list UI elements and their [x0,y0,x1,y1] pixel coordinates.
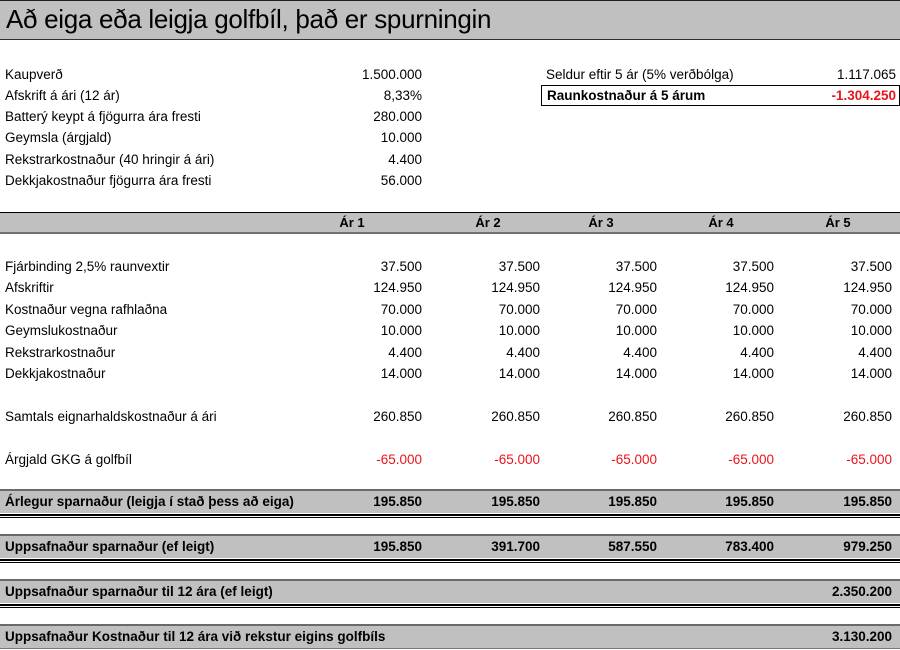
cell[interactable]: 195.850 [491,494,540,509]
cell[interactable]: 260.850 [491,409,540,424]
param-label: Dekkjakostnaður fjögurra ára fresti [5,173,212,188]
param-value[interactable]: 1.500.000 [361,67,422,82]
cell[interactable]: 260.850 [608,409,657,424]
real-cost-value[interactable]: -1.304.250 [831,88,896,103]
real-cost-row [541,85,900,106]
total-ownership-row [0,406,900,427]
cell[interactable]: 10.000 [615,323,657,338]
param-row [0,106,430,127]
year-header-row [0,212,900,234]
cell[interactable]: 14.000 [498,366,540,381]
cell[interactable]: 10.000 [380,323,422,338]
cell[interactable]: 3.130.200 [831,629,892,644]
cell[interactable]: 587.550 [608,539,657,554]
cell[interactable]: 14.000 [380,366,422,381]
cumulative-savings-row [0,534,900,558]
cell[interactable]: -65.000 [494,452,540,467]
sold-value[interactable]: 1.117.065 [836,67,896,82]
year-header: Ár 1 [339,215,365,230]
row-label: Uppsafnaður sparnaður til 12 ára (ef leigt) [5,584,273,599]
row-label: Dekkjakostnaður [5,366,106,381]
year-header: Ár 2 [475,215,501,230]
param-row [0,149,430,170]
cell[interactable]: 70.000 [498,302,540,317]
cell[interactable]: 70.000 [380,302,422,317]
cell[interactable]: 979.250 [843,539,892,554]
cell[interactable]: 391.700 [491,539,540,554]
row-label: Rekstrarkostnaður [5,345,116,360]
cell[interactable]: 70.000 [732,302,774,317]
cell[interactable]: 2.350.200 [831,584,892,599]
year-header: Ár 3 [588,215,614,230]
cell[interactable]: -65.000 [376,452,422,467]
title-bar [0,0,900,40]
cell[interactable]: 10.000 [498,323,540,338]
cell[interactable]: 4.400 [623,345,657,360]
cell[interactable]: -65.000 [611,452,657,467]
param-value[interactable]: 8,33% [383,88,422,103]
cost-row [0,320,900,341]
row-label: Uppsafnaður sparnaður (ef leigt) [5,539,215,554]
cost-row [0,256,900,277]
row-label: Kostnaður vegna rafhlaðna [5,302,168,317]
cell[interactable]: 4.400 [388,345,422,360]
cell[interactable]: 195.850 [373,539,422,554]
cost-12-years-row [0,624,900,649]
param-label: Batterý keypt á fjögurra ára fresti [5,109,201,124]
cost-row [0,277,900,298]
cell[interactable]: 195.850 [373,494,422,509]
param-value[interactable]: 280.000 [373,109,422,124]
param-row [0,64,430,85]
gkg-fee-row [0,449,900,470]
cell[interactable]: 124.950 [491,280,540,295]
cell[interactable]: 14.000 [732,366,774,381]
sold-after-5-years-row [541,64,900,85]
cell[interactable]: 260.850 [725,409,774,424]
cell[interactable]: 783.400 [725,539,774,554]
cell[interactable]: 70.000 [850,302,892,317]
cost-row [0,363,900,384]
cell[interactable]: 195.850 [725,494,774,509]
cost-row [0,299,900,320]
row-label: Fjárbinding 2,5% raunvextir [5,259,170,274]
cell[interactable]: 37.500 [615,259,657,274]
sold-label: Seldur eftir 5 ár (5% verðbólga) [546,67,734,82]
param-label: Afskrift á ári (12 ár) [5,88,120,103]
cell[interactable]: 37.500 [498,259,540,274]
cell[interactable]: -65.000 [846,452,892,467]
row-label: Afskriftir [5,280,54,295]
row-label: Árgjald GKG á golfbíl [5,452,132,467]
cell[interactable]: 10.000 [732,323,774,338]
cell[interactable]: 4.400 [506,345,540,360]
year-header: Ár 5 [825,215,851,230]
cell[interactable]: 4.400 [740,345,774,360]
param-label: Geymsla (árgjald) [5,130,112,145]
param-label: Kaupverð [5,67,63,82]
row-label: Samtals eignarhaldskostnaður á ári [5,409,217,424]
cell[interactable]: 14.000 [850,366,892,381]
cell[interactable]: 14.000 [615,366,657,381]
cell[interactable]: 10.000 [850,323,892,338]
cell[interactable]: 37.500 [380,259,422,274]
cell[interactable]: 260.850 [843,409,892,424]
param-row [0,127,430,148]
cell[interactable]: 124.950 [725,280,774,295]
param-value[interactable]: 56.000 [380,173,422,188]
real-cost-label: Raunkostnaður á 5 árum [547,88,706,103]
param-value[interactable]: 4.400 [388,152,422,167]
cell[interactable]: 124.950 [843,280,892,295]
param-value[interactable]: 10.000 [380,130,422,145]
cell[interactable]: 124.950 [608,280,657,295]
sheet-title: Að eiga eða leigja golfbíl, það er spurningin [6,4,492,34]
cell[interactable]: 4.400 [858,345,892,360]
cell[interactable]: 37.500 [850,259,892,274]
param-row [0,85,430,106]
param-row [0,170,430,191]
cell[interactable]: 70.000 [615,302,657,317]
row-label: Geymslukostnaður [5,323,118,338]
cell[interactable]: -65.000 [728,452,774,467]
year-header: Ár 4 [708,215,734,230]
cost-row [0,342,900,363]
cell[interactable]: 195.850 [843,494,892,509]
row-label: Árlegur sparnaður (leigja í stað þess að eiga) [5,494,294,509]
row-label: Uppsafnaður Kostnaður til 12 ára við rekstur eigins golfbíls [5,629,386,644]
cell[interactable]: 260.850 [373,409,422,424]
cell[interactable]: 37.500 [732,259,774,274]
param-label: Rekstrarkostnaður (40 hringir á ári) [5,152,215,167]
savings-12-years-row [0,579,900,603]
cell[interactable]: 195.850 [608,494,657,509]
cell[interactable]: 124.950 [373,280,422,295]
annual-savings-row [0,489,900,513]
